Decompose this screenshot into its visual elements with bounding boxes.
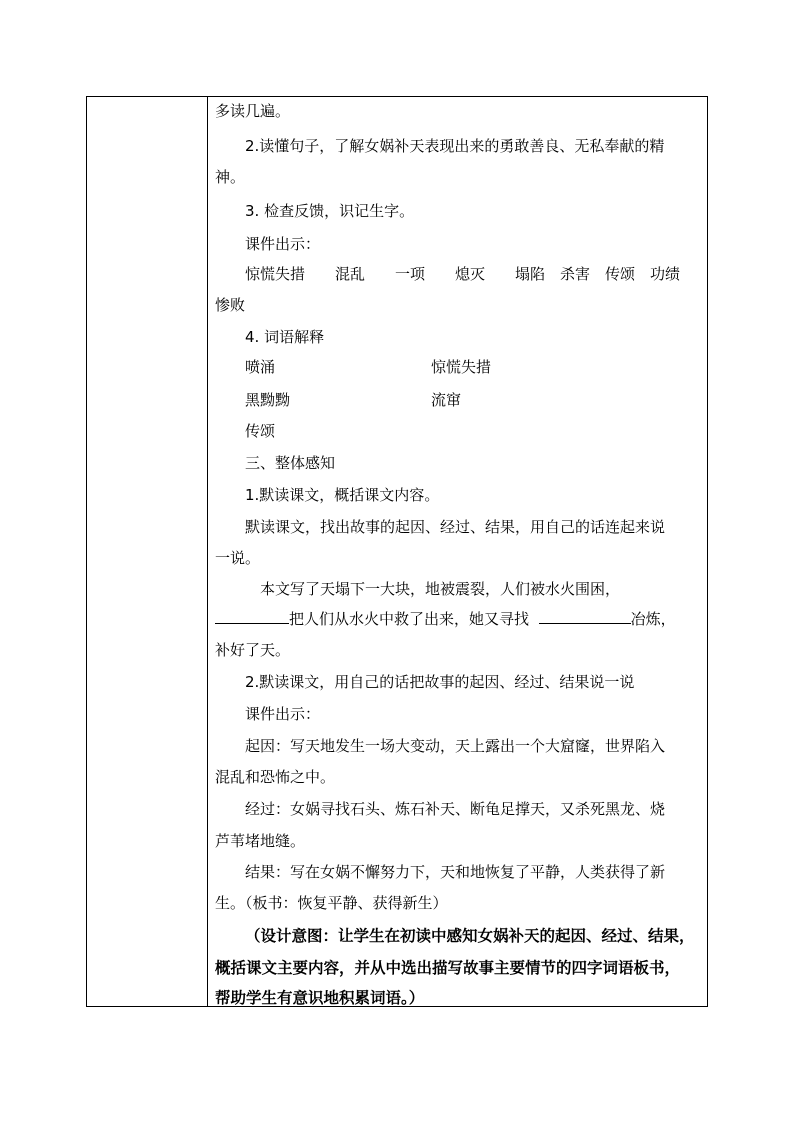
vocab-line: 惊慌失措 混乱 一项 熄灭 塌陷 杀害 传颂 功绩: [245, 265, 681, 283]
text-line: 2.读懂句子，了解女娲补天表现出来的勇敢善良、无私奉献的精: [245, 137, 665, 155]
text-line: 1.默读课文，概括课文内容。: [245, 486, 440, 504]
text-line: 一说。: [215, 549, 261, 567]
text-line: 神。: [215, 168, 246, 186]
text-line: 多读几遍。: [215, 102, 291, 120]
design-intent-line: （设计意图：让学生在初读中感知女娲补天的起因、经过、结果，: [245, 927, 695, 945]
vocab-word: 传颂: [245, 422, 276, 440]
vocab-word: 流窜: [431, 391, 462, 409]
text-line: 课件出示：: [245, 235, 321, 253]
section-heading: 三、整体感知: [245, 454, 336, 472]
text-line: 结果：写在女娲不懈努力下，天和地恢复了平静，人类获得了新: [245, 863, 666, 881]
vocab-word: 喷涌: [245, 358, 276, 376]
text-line: 芦苇堵地缝。: [215, 832, 306, 850]
column-divider: [207, 97, 208, 1006]
text-line: 本文写了天塌下一大块，地被震裂，人们被水火围困，: [260, 580, 621, 598]
lesson-table: [86, 96, 708, 1007]
text-line: 补好了天。: [215, 641, 291, 659]
design-intent-line: 概括课文主要内容，并从中选出描写故事主要情节的四字词语板书，: [215, 959, 681, 977]
text-line: 2.默读课文，用自己的话把故事的起因、经过、结果说一说: [245, 673, 635, 691]
text-line: 经过：女娲寻找石头、炼石补天、断龟足撑天，又杀死黑龙、烧: [245, 800, 666, 818]
answer-blank[interactable]: [539, 609, 631, 624]
text-line: 默读课文，找出故事的起因、经过、结果，用自己的话连起来说: [245, 518, 666, 536]
text-line: 4. 词语解释: [245, 328, 325, 346]
vocab-word: 惊慌失措: [431, 358, 492, 376]
text-line: 生。（板书：恢复平静、获得新生）: [215, 894, 448, 912]
text-segment: 冶炼，: [630, 610, 676, 628]
fill-blank-line: [215, 609, 676, 629]
text-line: 起因：写天地发生一场大变动，天上露出一个大窟窿，世界陷入: [245, 737, 666, 755]
text-line: 3. 检查反馈，识记生字。: [245, 202, 415, 220]
text-segment: 把人们从水火中救了出来，她又寻找: [289, 610, 530, 628]
text-line: 混乱和恐怖之中。: [215, 768, 336, 786]
answer-blank[interactable]: [215, 609, 289, 624]
text-line: 课件出示：: [245, 705, 321, 723]
vocab-word: 黑黝黝: [245, 391, 291, 409]
text-line: 惨败: [215, 296, 246, 314]
design-intent-line: 帮助学生有意识地积累词语。）: [215, 989, 425, 1007]
